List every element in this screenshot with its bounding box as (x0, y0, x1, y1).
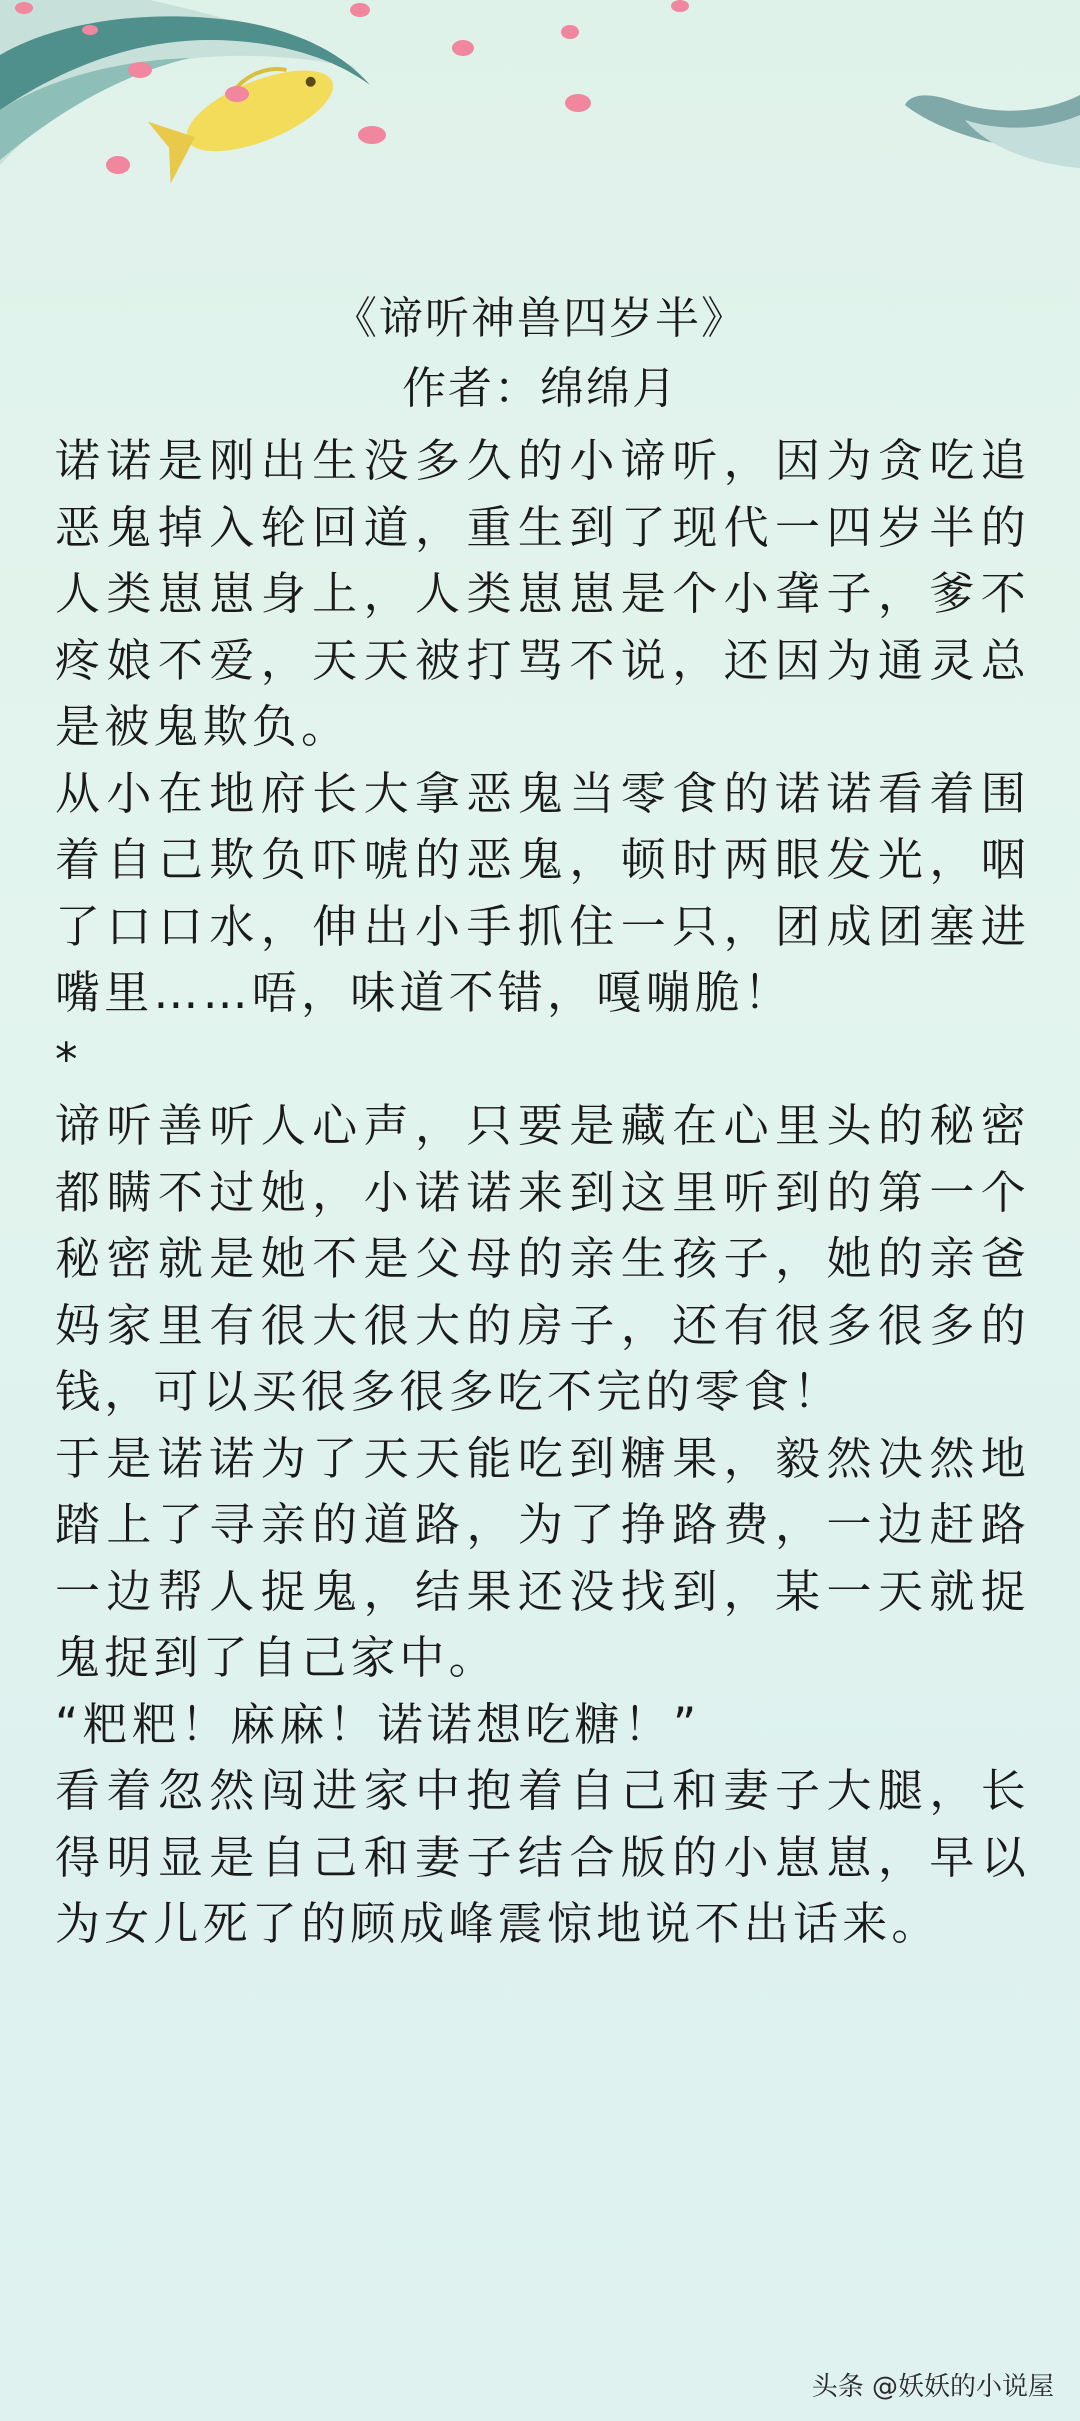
watermark: 头条 @妖妖的小说屋 (811, 2372, 1054, 2402)
paragraph: “粑粑！麻麻！诺诺想吃糖！” (55, 1697, 701, 1751)
fish-illustration (144, 48, 345, 183)
section-separator: * (55, 1032, 82, 1086)
paragraph: 于是诺诺为了天天能吃到糖果，毅然决然地踏上了寻亲的道路，为了挣路费，一边赶路一边帮人捉鬼，结果还没找到，某一天就捉鬼捉到了自己家中。 (55, 1431, 1030, 1684)
header-decoration (0, 0, 1080, 220)
paragraph: 诺诺是刚出生没多久的小谛听，因为贪吃追恶鬼掉入轮回道，重生到了现代一四岁半的人类崽崽身上，人类崽崽是个小聋子，爹不疼娘不爱，天天被打骂不说，还因为通灵总是被鬼欺负。 (55, 434, 1030, 753)
paragraph: 从小在地府长大拿恶鬼当零食的诺诺看着围着自己欺负吓唬的恶鬼，顿时两眼发光，咽了口口水，伸出小手抓住一只，团成团塞进嘴里……唔，味道不错，嘎嘣脆！ (55, 766, 1030, 1019)
paragraph: 看着忽然闯进家中抱着自己和妻子大腿，长得明显是自己和妻子结合版的小崽崽，早以为女儿死了的顾成峰震惊地说不出话来。 (55, 1764, 1030, 1950)
author-line: 作者：绵绵月 (402, 363, 678, 414)
article-title: 《谛听神兽四岁半》 (333, 293, 747, 344)
right-wave-illustration (905, 95, 1080, 168)
article-body (55, 428, 1030, 1958)
paragraph: 谛听善听人心声，只要是藏在心里头的秘密都瞒不过她，小诺诺来到这里听到的第一个秘密就是她不是父母的亲生孩子，她的亲爸妈家里有很大很大的房子，还有很多很多的钱，可以买很多很多吃不完的零食！ (55, 1099, 1030, 1418)
